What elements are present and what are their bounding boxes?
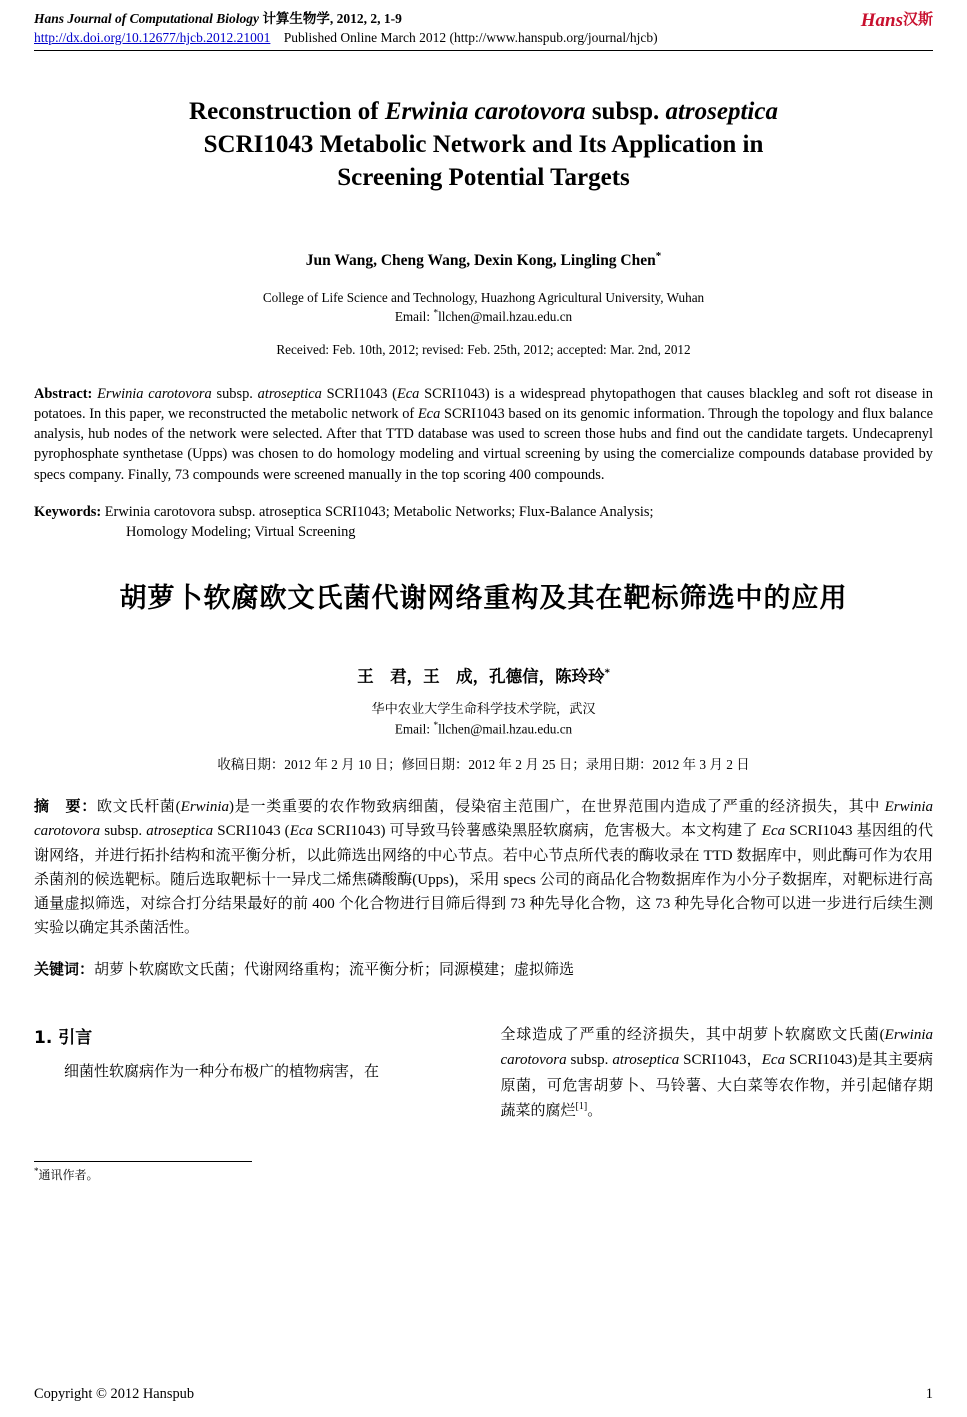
keywords-text-2: SCRI1043; Metabolic Networks; Flux-Balance Analysis; xyxy=(321,503,654,520)
hans-logo xyxy=(861,8,933,34)
paragraph-right-text-5: 。 xyxy=(587,1102,603,1119)
abstract-abbrev-1: Eca xyxy=(396,385,420,402)
abstract-species-2: atroseptica xyxy=(257,385,322,402)
section-heading-1: 1. 引言 xyxy=(34,1028,93,1049)
title-part-1: Reconstruction of xyxy=(189,98,385,126)
title-species-1: Erwinia carotovora xyxy=(384,98,586,126)
hans-logo-text: Hans xyxy=(860,10,903,31)
chinese-affiliation-block xyxy=(34,699,933,739)
footnote-line xyxy=(34,1166,467,1183)
page-footer xyxy=(34,1386,933,1403)
keywords-text-3: Homology Modeling; Virtual Screening xyxy=(126,523,356,540)
keywords-text-1: subsp. xyxy=(215,503,260,520)
author-names: Jun Wang, Cheng Wang, Dexin Kong, Lingling Chen xyxy=(305,252,656,270)
chinese-keywords-block xyxy=(34,959,933,982)
paragraph-right-italic-1: Erwinia carotovora xyxy=(500,1027,933,1069)
journal-title-cn: 计算生物学, 2012, 2, 1-9 xyxy=(262,11,402,26)
doi-link[interactable]: http://dx.doi.org/10.12677/hjcb.2012.21001 xyxy=(34,30,271,46)
keywords-species-2: atroseptica xyxy=(259,503,322,520)
chinese-abstract-text-4: SCRI1043 ( xyxy=(213,823,290,840)
chinese-abstract-text-5: SCRI1043) 可导致马铃薯感染黑胫软腐病，危害极大。本文构建了 xyxy=(313,823,762,840)
title-species-2: atroseptica xyxy=(665,98,778,126)
affiliation-text: College of Life Science and Technology, Huazhong Agricultural University, Wuhan xyxy=(262,289,705,305)
hans-logo-cn: 汉斯 xyxy=(902,12,933,28)
chinese-abstract-text-2: )是一类重要的农作物致病细菌，侵染宿主范围广，在世界范围内造成了严重的经济损失，其中 xyxy=(229,798,885,815)
chinese-author-corresponding-marker: * xyxy=(604,667,610,679)
footnote-text: 通讯作者。 xyxy=(38,1168,99,1183)
email-line xyxy=(34,307,933,326)
keywords-species-1: Erwinia carotovora xyxy=(104,503,216,520)
chinese-keywords-label: 关键词： xyxy=(34,961,95,978)
keywords-label: Keywords: xyxy=(34,503,105,520)
paragraph-right-text-2: subsp. xyxy=(566,1052,613,1069)
email-address: llchen@mail.hzau.edu.cn xyxy=(438,308,573,324)
chinese-email-label: Email: xyxy=(394,721,434,737)
email-label: Email: xyxy=(394,308,434,324)
chinese-keywords-text: 胡萝卜软腐欧文氏菌；代谢网络重构；流平衡分析；同源模建；虚拟筛选 xyxy=(94,961,575,978)
chinese-abstract-italic-3: atroseptica xyxy=(146,823,214,840)
title-part-2: subsp. xyxy=(585,98,666,126)
chinese-abstract-text-3: subsp. xyxy=(100,823,147,840)
header-divider xyxy=(34,50,933,51)
doi-line xyxy=(34,29,933,47)
journal-title-en: Hans Journal of Computational Biology xyxy=(34,11,260,26)
abstract-species-1: Erwinia carotovora xyxy=(97,385,212,402)
chinese-title: 胡萝卜软腐欧文氏菌代谢网络重构及其在靶标筛选中的应用 xyxy=(119,582,848,614)
keywords-block xyxy=(34,502,933,542)
abstract-abbrev-2: Eca xyxy=(417,406,441,423)
body-columns xyxy=(34,1023,933,1183)
affiliation-block xyxy=(34,288,933,326)
reference-marker-1[interactable]: [1] xyxy=(575,1100,588,1112)
abstract-text-3: SCRI1043) is a widespread phytopathogen that causes blackleg and soft rot disease in potatoes. In this paper, we reconstructed the metabolic network of xyxy=(34,385,933,423)
chinese-author-list xyxy=(34,663,933,687)
abstract-label: Abstract: xyxy=(34,385,98,402)
title-line-3: Screening Potential Targets xyxy=(337,164,630,192)
chinese-abstract-italic-5: Eca xyxy=(761,823,786,840)
footnote-block xyxy=(34,1161,467,1183)
paragraph-right-text-1: 全球造成了严重的经济损失，其中胡萝卜软腐欧文氏菌( xyxy=(500,1027,885,1044)
abstract-block xyxy=(34,384,933,485)
chinese-abstract-italic-1: Erwinia xyxy=(180,798,230,815)
title-line-2: SCRI1043 Metabolic Network and Its Application in xyxy=(203,131,764,159)
copyright-text: Copyright © 2012 Hanspub xyxy=(34,1386,195,1402)
column-left xyxy=(34,1023,467,1183)
chinese-abstract-text-1: 欧文氏杆菌( xyxy=(96,798,181,815)
chinese-email-line xyxy=(34,719,933,739)
journal-line xyxy=(34,10,933,28)
paragraph-left-1: 细菌性软腐病作为一种分布极广的植物病害，在 xyxy=(64,1064,380,1081)
footnote-divider xyxy=(34,1161,252,1162)
chinese-received-dates: 收稿日期：2012 年 2 月 10 日；修回日期：2012 年 2 月 25 日；录用日期：2012 年 3 月 2 日 xyxy=(217,756,750,772)
abstract-text-2: SCRI1043 ( xyxy=(321,385,397,402)
paragraph-right-1 xyxy=(501,1023,934,1124)
paragraph-right-italic-3: Eca xyxy=(761,1052,786,1069)
paragraph-right-text-3: SCRI1043， xyxy=(679,1052,762,1069)
chinese-abstract-label: 摘 要： xyxy=(34,798,97,815)
chinese-email-marker: * xyxy=(433,720,439,731)
page-title xyxy=(62,95,905,194)
chinese-abstract-italic-2: Erwinia carotovora xyxy=(34,798,933,840)
published-online-text: Published Online March 2012 (http://www.hanspub.org/journal/hjcb) xyxy=(283,30,658,46)
running-head xyxy=(34,10,933,47)
chinese-affiliation-text: 华中农业大学生命科学技术学院，武汉 xyxy=(371,700,596,716)
column-right xyxy=(501,1023,934,1183)
footnote-marker: * xyxy=(34,1166,39,1177)
abstract-text-4: SCRI1043 based on its genomic information. Through the topology and flux balance analysis, hub nodes of the network were selected. After that TTD database was used to screen those hubs and find out the candidate targets. Undecaprenyl pyrophosphate synthetase (Upps) was chosen to do homology modeling and virtual screening by using the comercialize compounds database provided by specs company. Finally, 73 compounds were screened manually in the top scoring 400 compounds. xyxy=(34,406,934,483)
abstract-text-1: subsp. xyxy=(211,385,258,402)
chinese-abstract-block xyxy=(34,795,933,941)
page-number: 1 xyxy=(925,1386,933,1402)
paragraph-right-italic-2: atroseptica xyxy=(612,1052,680,1069)
author-list xyxy=(34,250,933,270)
chinese-abstract-text-6: SCRI1043 基因组的代谢网络，并进行拓扑结构和流平衡分析，以此筛选出网络的中心节点。若中心节点所代表的酶收录在 TTD 数据库中，则此酶可作为农用杀菌剂的候选靶标。随后选取靶标十一异戊二烯焦磷酸酶(Upps)，采用 specs 公司的商品化合物数据库作为小分子数据库，对靶标进行高通量虚拟筛选，对综合打分结果最好的前 400 个化合物进行目筛后得到 73 种先导化合物，这 73 种先导化合物可以进一步进行后续生测实验以确定其杀菌活性。 xyxy=(34,823,933,937)
received-dates: Received: Feb. 10th, 2012; revised: Feb. 25th, 2012; accepted: Mar. 2nd, 2012 xyxy=(276,341,691,357)
paragraph-right-text-4: SCRI1043)是其主要病原菌，可危害胡萝卜、马铃薯、大白菜等农作物，并引起储存期蔬菜的腐烂 xyxy=(500,1052,933,1119)
chinese-email-address: llchen@mail.hzau.edu.cn xyxy=(438,721,573,737)
chinese-abstract-italic-4: Eca xyxy=(289,823,314,840)
email-marker: * xyxy=(433,308,439,319)
chinese-author-names: 王 君，王 成，孔德信，陈玲玲 xyxy=(357,666,605,686)
author-corresponding-marker: * xyxy=(655,250,662,263)
